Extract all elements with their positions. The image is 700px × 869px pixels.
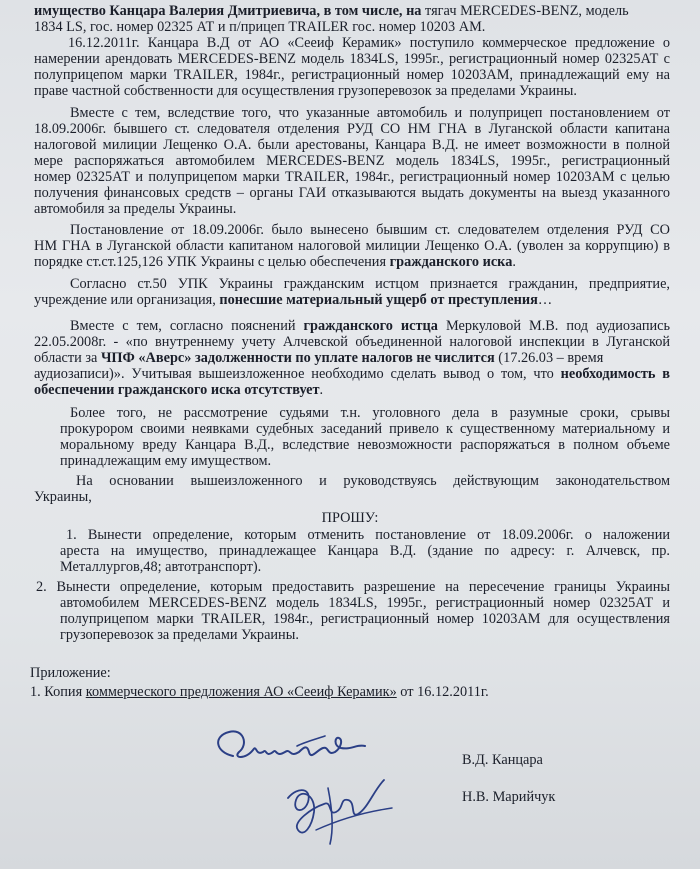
text-line (34, 350, 670, 366)
text-line (34, 3, 670, 19)
text-line (34, 366, 670, 382)
text-line (70, 318, 670, 334)
text-fragment: (17.26.03 – время (494, 350, 604, 366)
request-item-1: 1. Вынести определение, которым отменить постановление от 18.09.2006г. о наложении (66, 527, 670, 543)
text-line: НМ ГНА в Луганской области капитаном налоговой милиции Лещенко О.А. (уволен за коррупцию) в (34, 238, 670, 254)
text-line: Металлургов,48; автотранспорт). (60, 559, 262, 575)
attachment-item (30, 684, 666, 700)
text-line: Более того, не рассмотрение судьями т.н. уголовного дела в разумные сроки, срывы (70, 405, 670, 421)
text-line: Вместе с тем, вследствие того, что указанные автомобиль и полуприцеп постановлением от (70, 105, 670, 121)
text-line: получения финансовых средств – органы ГАИ отказываются выдать документы на выезд указанного (34, 185, 670, 201)
section-heading: ПРОШУ: (321, 510, 379, 526)
text-line: Согласно ст.50 УПК Украины гражданским истцом признается гражданин, предприятие, (70, 276, 670, 292)
text-line: праве частной собственности для осуществления грузоперевозок за пределами Украины. (34, 83, 577, 99)
text-line (34, 292, 670, 308)
text-line: полуприцепом марки TRAILER, 1984г., регистрационный номер 10203АМ для осуществления (60, 611, 670, 627)
bold-fragment: необходимость в (560, 366, 670, 382)
bold-fragment: гражданского истца (303, 318, 438, 334)
text-line: прокурором своими неявками судебных заседаний привело к существенному материальному и (60, 421, 670, 437)
text-fragment: … (537, 292, 553, 308)
text-line: моральному вреду Канцара В.Д., вследствие невозможности распоряжаться в полном объеме (60, 437, 670, 453)
text-line: намерении арендовать MERCEDES-BENZ модель 1834LS, 1995г., регистрационный номер 02325АТ с (34, 51, 670, 67)
text-line: принадлежащим ему имуществом. (60, 453, 272, 469)
text-line: На основании вышеизложенного и руководствуясь действующим законодательством (76, 473, 670, 489)
request-item-2: 2. Вынести определение, которым предоставить разрешение на пересечение границы Украины (36, 579, 670, 595)
text-line: налоговой милиции Лещенко О.А. были арестованы, Канцара В.Д. не имеет возможности в полной (34, 137, 670, 153)
text-line: 1834 LS, гос. номер 02325 АТ и п/прицеп TRAILER гос. номер 10203 АМ. (34, 19, 486, 35)
text-line: грузоперевозок за пределами Украины. (60, 627, 299, 643)
text-line: полуприцепом марки TRAILER, 1984г., регистрационный номер 10203АМ, принадлежащий ему на (34, 67, 670, 83)
text-fragment: от 16.12.2011г. (396, 684, 489, 700)
text-line: Постановление от 18.09.2006г. было вынесено бывшим ст. следователем отделения РУД СО (70, 222, 670, 238)
bold-fragment: ЧПФ «Аверс» задолженности по уплате налогов не числится (100, 350, 495, 366)
text-line: 22.05.2008г. - «по внутреннему учету Алчевской объединенной налоговой инспекции в Луганской (34, 334, 670, 350)
text-line: ареста на имущество, принадлежащее Канцара В.Д. (здание по адресу: г. Алчевск, пр. (60, 543, 670, 559)
signatory-name: Н.В. Марийчук (462, 789, 556, 805)
text-line: автомобиля за пределы Украины. (34, 201, 237, 217)
signature-mariychuk (268, 768, 408, 848)
text-fragment: аудиозаписи)». Учитывая вышеизложенное необходимо сделать вывод о том, что (34, 366, 561, 382)
text-line (34, 254, 670, 270)
bold-fragment: понесшие материальный ущерб от преступления (219, 292, 538, 308)
text-fragment: тягач MERCEDES-BENZ, модель (421, 3, 629, 19)
text-fragment: . (512, 254, 516, 270)
underlined-fragment: коммерческого предложения АО «Сееиф Керамик» (85, 684, 397, 700)
text-fragment: порядке ст.ст.125,126 УПК Украины с целью обеспечения (34, 254, 390, 270)
attachment-title: Приложение: (30, 665, 111, 681)
text-fragment: Меркуловой М.В. под аудиозапись (437, 318, 670, 334)
text-fragment: области за (34, 350, 101, 366)
text-fragment: учреждение или организация, (34, 292, 220, 308)
text-fragment: Вместе с тем, согласно пояснений (70, 318, 304, 334)
bold-fragment: гражданского иска (389, 254, 513, 270)
bold-fragment: имущество Канцара Валерия Дмитриевича, в том числе, на (34, 3, 422, 19)
text-line: автомобилем MERCEDES-BENZ модель 1834LS, 1995г., регистрационный номер 02325АТ и (60, 595, 670, 611)
text-fragment: . (319, 382, 324, 398)
signatory-name: В.Д. Канцара (462, 752, 543, 768)
text-line: 16.12.2011г. Канцара В.Д от АО «Сееиф Керамик» поступило коммерческое предложение о (68, 35, 670, 51)
text-fragment: 1. Копия (30, 684, 86, 700)
text-line: номер 02325АТ и полуприцепом марки TRAILER, 1984г., регистрационный номер 10203АМ с целью (34, 169, 670, 185)
text-line: Украины, (34, 489, 92, 505)
bold-fragment: обеспечении гражданского иска отсутствует (34, 382, 320, 398)
text-line: 18.09.2006г. бывшего ст. следователя отделения РУД СО НМ ГНА в Луганской области капитана (34, 121, 670, 137)
text-line (34, 382, 670, 398)
text-line: мере распоряжаться автомобилем MERCEDES-BENZ модель 1834LS, 1995г., регистрационный (34, 153, 670, 169)
